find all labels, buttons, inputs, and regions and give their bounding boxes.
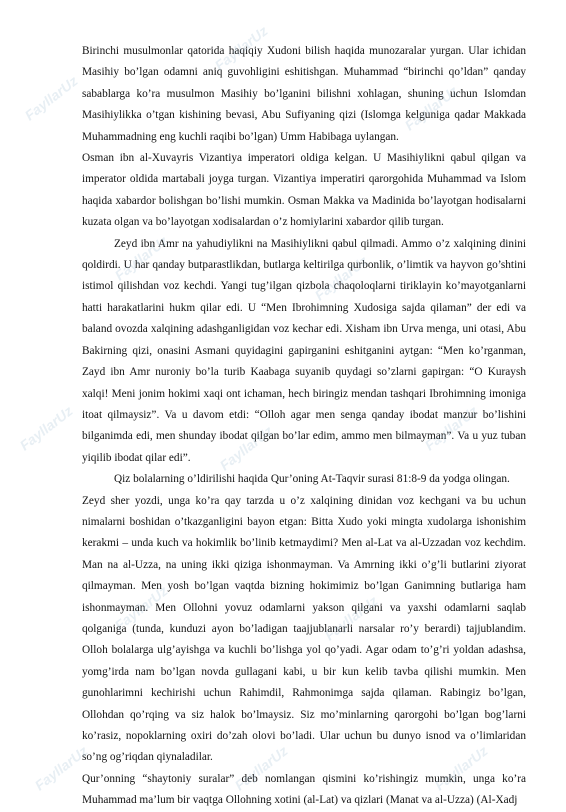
- watermark: FayllarUz: [421, 402, 481, 454]
- watermark: FayllarUz: [211, 22, 271, 74]
- paragraph-3: Zeyd ibn Amr na yahudiylikni na Masihiylikni qabul qilmadi. Ammo o’z xalqining dinini qoldirdi. U har qanday butparastlikdan, butlarga keltirilga qurbonlik, o’limtik va hayvon go’shtini istimol qilishdan voz kechdi. Yangi tug’ilgan qizbola chaqoloqlarni tiriklayin ko’mayotganlarni hatti harakatlarini hukm qilar edi. U “Men Ibrohimning Xudosiga sajda qilaman” der edi va baland ovozda xalqining adashganligidan voz kechar edi. Xisham ibn Urva menga, uni otasi, Abu Bakirning qizi, onasini Asmani quyidagini gapirganini eshitganini aytgan: “Men ko’rganman, Zayd ibn Amr nuroniy bo’la turib Kaabaga suyanib quydagi so’zlarni gapirgan: “O Kuraysh xalqi! Meni jonim hokimi xaqi ont ichaman, hech biringiz mendan tashqari Ibrohimning imoniga itoat qilmaysiz”. Va u davom etdi: “Olloh agar men senga qanday ibodat manzur bo’lishini bilganimda edi, men shunday ibodat qilgan bo’lar edim, ammo men bilmayman”. Va u yuz tuban yiqilib ibodat qilar edi”.: [82, 237, 526, 464]
- watermark: FayllarUz: [21, 72, 81, 124]
- watermark: FayllarUz: [321, 592, 381, 644]
- paragraph-6: Qur’onning “shaytoniy suralar” deb nomlangan qismini ko’rishingiz mumkin, unga ko’ra Muhammad ma’lum bir vaqtga Ollohning xotini (al-Lat) va qizlari (Manat va al-Uzza) (Al-Xadj: [82, 772, 526, 807]
- watermark: FayllarUz: [231, 742, 291, 794]
- document-body: [82, 41, 526, 812]
- watermark: FayllarUz: [111, 232, 171, 284]
- paragraph-1: Birinchi musulmonlar qatorida haqiqiy Xudoni bilish haqida munozaralar yurgan. Ular ichidan Masihiy bo’lgan odamni aniq guvohligini eshitishgan. Muhammad “birinchi qo’ldan” qanday sabablarga ko’ra musulmon Masihiy bo’lganini bilishni xohlagan, shuning uchun Islomdan Masihiylikka o’tgan kishining bevasi, Abu Sufiyaning qizi (Islomga kelguniga qadar Makkada Muhammadning eng kuchli raqibi bo’lgan) Umm Habibaga uylangan.: [82, 45, 526, 143]
- watermark: FayllarUz: [111, 582, 171, 634]
- watermark: FayllarUz: [216, 422, 276, 474]
- paragraph-5: Zeyd sher yozdi, unga ko’ra qay tarzda u o’z xalqining dinidan voz kechgani va bu uchun nimalarni boshidan o’tkazganligini bayon etgan: Bitta Xudo yoki mingta xudolarga ishonishim kerakmi – unda kuch va hokimlik bo’linib ketmaydimi? Men al-Lat va al-Uzzadan voz kechdim. Man na al-Uzza, na uning ikki qiziga ishonmayman. Va Amrning ikki o’g’li butlarini ziyorat qilmayman. Men yosh bo’lgan vaqtda bizning hokimimiz bo’lgan Ganimning butlariga ham ishonmayman. Men Ollohni yovuz odamlarni yakson qilgani va yaxshi odamlarni saqlab qolganiga (tunda, kunduzi ayon bo’ladigan taajjublanarli narsalar ro’y berardi) tajjublandim. Olloh bolalarga ulg’ayishga va kuchli bo’lishga yol qo’yadi. Agar odam to’g’ri yoldan adashsa, yomg’irda nam bo’lgan novda gullagani kabi, u bir kun kelib tavba qilishi mumkin. Men gunohlarimni kechirishi uchun Rahimdil, Rahmonimga sajda qilaman. Rabingiz bo’lgan, Ollohdan qo’rqing va siz halok bo’lmaysiz. Siz mo’minlarning qarorgohi bo’lgan bog’larni ko’rasiz, nopoklarning oxiri do’zah olovi bo’ladi. Ular uchun bu dunyo isnod va o’limlaridan so’ng og’riqdan qiynaladilar.: [82, 494, 526, 764]
- paragraph-2: Osman ibn al-Xuvayris Vizantiya imperatori oldiga kelgan. U Masihiylikni qabul qilgan va imperator oldida martabali joyga turgan. Vizantiya imperatiri qarorgohida Muhammad va Islom haqida xabardor bolishgan bo’lishi mumkin. Osman Makka va Madinida bo’layotgan hodisalarni kuzata olgan va bo’layotgan xodisalardan o’z homiylarini xabardor qilib turgan.: [82, 152, 526, 229]
- paragraph-4: Qiz bolalarning o’ldirilishi haqida Qur’oning At-Taqvir surasi 81:8-9 da yodga olingan.: [114, 473, 510, 486]
- watermark: FayllarUz: [431, 742, 491, 794]
- watermark: FayllarUz: [401, 82, 461, 134]
- watermark: FayllarUz: [311, 252, 371, 304]
- watermark: FayllarUz: [16, 402, 76, 454]
- watermark: FayllarUz: [31, 742, 91, 794]
